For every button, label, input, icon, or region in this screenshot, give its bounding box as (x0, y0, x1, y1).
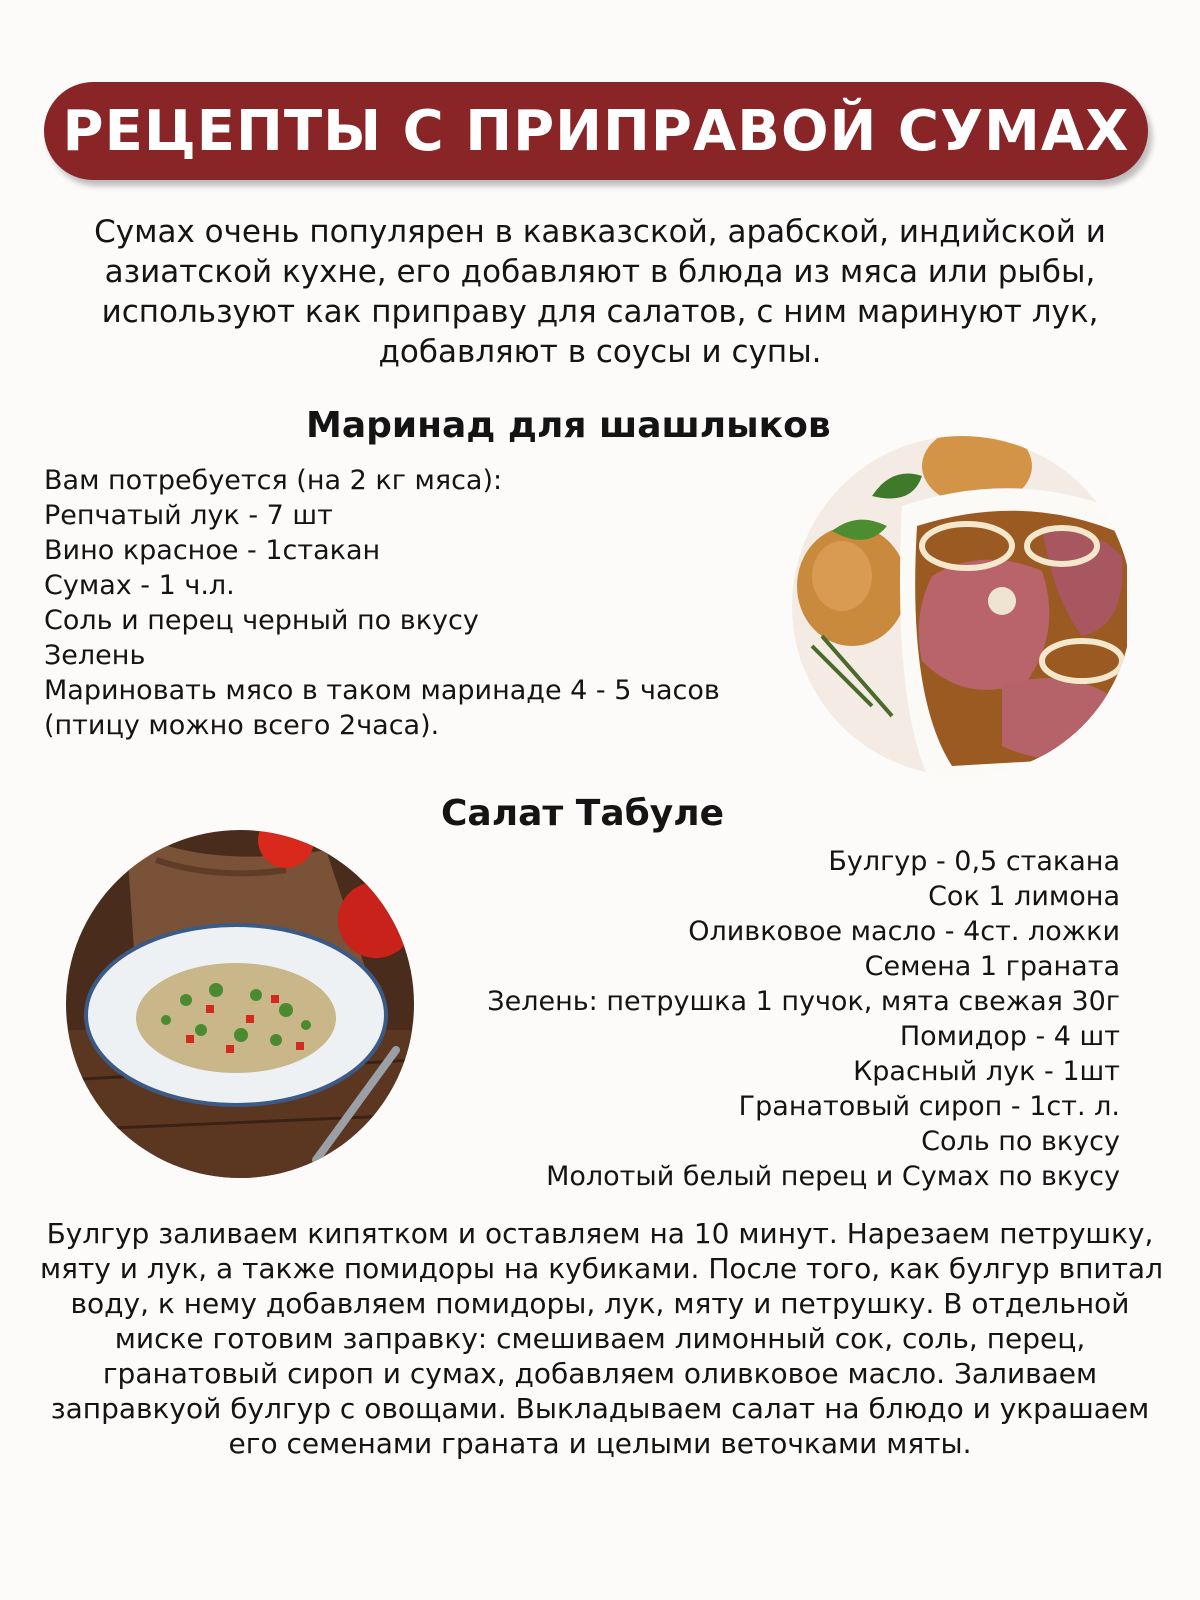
salad-ingredient: Булгур - 0,5 стакана (828, 846, 1120, 877)
salad-ingredient: Семена 1 граната (864, 951, 1120, 982)
marinade-title: Маринад для шашлыков (306, 405, 831, 446)
method-line: гранатовый сироп и сумах, добавляем оливковое масло. Заливаем (102, 1357, 1098, 1390)
marinade-ingredients (44, 463, 720, 743)
marinade-line: Мариновать мясо в таком маринаде 4 - 5 часов (44, 675, 720, 706)
salad-ingredient: Сок 1 лимона (928, 881, 1120, 912)
intro-line: азиатской кухне, его добавляют в блюда из мяса или рыбы, (104, 254, 1096, 290)
intro-line: используют как приправу для салатов, с ним маринуют лук, (101, 294, 1099, 330)
intro-line: Сумах очень популярен в кавказской, арабской, индийской и (94, 214, 1106, 250)
intro-paragraph (40, 212, 1160, 372)
tabbouleh-salad-photo (66, 830, 414, 1178)
marinated-meat-photo (792, 436, 1132, 776)
method-line: Булгур заливаем кипятком и оставляем на 10 минут. Нарезаем петрушку, (46, 1217, 1154, 1250)
salad-ingredient: Молотый белый перец и Сумах по вкусу (546, 1161, 1120, 1192)
method-line: его семенами граната и целыми веточками мяты. (228, 1427, 972, 1460)
marinade-line: Вам потребуется (на 2 кг мяса): (44, 465, 503, 496)
marinade-line: Зелень (44, 640, 146, 671)
salad-ingredient: Гранатовый сироп - 1ст. л. (738, 1091, 1120, 1122)
page-title: РЕЦЕПТЫ С ПРИПРАВОЙ СУМАХ (62, 98, 1130, 164)
marinade-line: Вино красное - 1стакан (44, 535, 381, 566)
method-line: воду, к нему добавляем помидоры, лук, мяту и петрушку. В отдельной (70, 1287, 1130, 1320)
salad-ingredient: Помидор - 4 шт (899, 1021, 1120, 1052)
marinade-line: Сумах - 1 ч.л. (44, 570, 235, 601)
intro-line: добавляют в соусы и супы. (378, 334, 822, 370)
salad-ingredient: Красный лук - 1шт (853, 1056, 1120, 1087)
salad-ingredient: Зелень: петрушка 1 пучок, мята свежая 30г (487, 986, 1120, 1017)
title-banner (44, 82, 1148, 180)
method-line: заправкуой булгур с овощами. Выкладываем салат на блюдо и украшаем (50, 1392, 1150, 1425)
salad-method (40, 1216, 1163, 1461)
marinade-line: Репчатый лук - 7 шт (44, 500, 333, 531)
method-line: миске готовим заправку: смешиваем лимонный сок, соль, перец, (114, 1322, 1086, 1355)
salad-title: Салат Табуле (441, 793, 725, 834)
salad-ingredient: Соль по вкусу (921, 1126, 1120, 1157)
salad-ingredients (487, 844, 1120, 1194)
marinade-line: Соль и перец черный по вкусу (44, 605, 479, 636)
method-line: мяту и лук, а также помидоры на кубиками. После того, как булгур впитал (40, 1252, 1163, 1285)
salad-ingredient: Оливковое масло - 4ст. ложки (688, 916, 1120, 947)
marinade-line: (птицу можно всего 2часа). (44, 710, 440, 741)
